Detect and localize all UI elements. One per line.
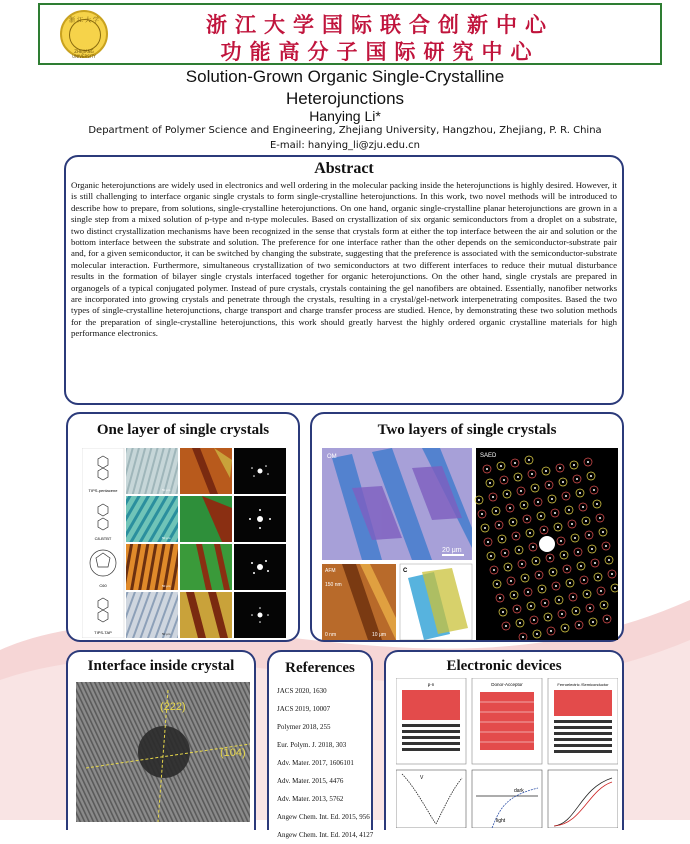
diffraction-dot — [487, 541, 489, 543]
diffraction-dot — [605, 545, 607, 547]
diffraction-dot — [517, 476, 519, 478]
diffraction-dot — [588, 534, 590, 536]
reference-item: Adv. Mater. 2013, 5762 — [277, 795, 344, 803]
hrtem-image — [76, 682, 250, 822]
diffraction-dot — [589, 607, 591, 609]
poster-title-line-2: Heterojunctions — [285, 89, 405, 108]
diffraction-dot — [540, 515, 542, 517]
two-layers-box — [310, 412, 624, 642]
poster-title-line-1: Solution-Grown Organic Single-Crystalline — [185, 67, 505, 86]
graph-light-label: light — [496, 818, 506, 824]
crystal-figure-grid — [82, 448, 286, 638]
diffraction-dot — [535, 560, 537, 562]
diffraction-dot — [586, 593, 588, 595]
diffraction-dot — [597, 576, 599, 578]
diffraction-dot — [614, 587, 616, 589]
reference-item: JACS 2019, 10007 — [277, 705, 331, 713]
diffraction-dot — [544, 602, 546, 604]
one-layer-box — [66, 412, 300, 642]
diffraction-dot — [582, 506, 584, 508]
graph-dark-label: dark — [514, 788, 524, 794]
diffraction-dot — [478, 499, 480, 501]
reference-item: Eur. Polym. J. 2018, 303 — [277, 741, 347, 749]
diffraction-dot — [579, 492, 581, 494]
diffraction-dot — [545, 470, 547, 472]
bilayer-figure — [322, 448, 618, 640]
diffraction-dot — [533, 619, 535, 621]
molecule-label: TIPS-pentacene — [88, 488, 118, 493]
diffraction-dot — [583, 579, 585, 581]
diffraction-dot — [530, 605, 532, 607]
diffraction-dot — [558, 599, 560, 601]
header-title-cn-2: 功能高分子国际研究中心 — [220, 39, 540, 64]
diffraction-dot — [522, 636, 524, 638]
diffraction-dot — [571, 523, 573, 525]
device-title: Donor-Acceptor — [491, 682, 523, 687]
diffraction-dot — [512, 521, 514, 523]
plane-label: (104) — [220, 747, 246, 759]
diffraction-dot — [596, 503, 598, 505]
scale-label: 50 μm — [162, 488, 171, 492]
diffraction-dot — [550, 630, 552, 632]
diffraction-dot — [534, 487, 536, 489]
om-label: OM — [327, 454, 337, 460]
diffraction-dot — [580, 565, 582, 567]
diffraction-dot — [489, 482, 491, 484]
diffraction-dot — [543, 529, 545, 531]
diffraction-dot — [526, 518, 528, 520]
diffraction-dot — [496, 583, 498, 585]
diffraction-dot — [551, 498, 553, 500]
diffraction-dot — [501, 538, 503, 540]
molecule-label: C60 — [99, 583, 107, 588]
scale-label: 50 μm — [162, 632, 171, 636]
diffraction-dot — [510, 580, 512, 582]
one-layer-heading: One layer of single crystals — [96, 422, 270, 438]
afm-label: AFM — [325, 568, 336, 574]
reference-item: JACS 2020, 1630 — [277, 687, 327, 695]
diffraction-dot — [520, 490, 522, 492]
diffraction-dot — [575, 610, 577, 612]
om-scale: 20 μm — [442, 547, 462, 554]
diffraction-dot — [574, 537, 576, 539]
diffraction-dot — [523, 504, 525, 506]
diffraction-dot — [564, 627, 566, 629]
diffraction-dot — [492, 496, 494, 498]
diffraction-dot — [592, 621, 594, 623]
header-title-cn-1: 浙江大学国际联合创新中心 — [206, 12, 554, 37]
diffraction-dot — [591, 548, 593, 550]
diffraction-dot — [486, 468, 488, 470]
university-logo: 浙 江 大 学 ZHEJIANG UNIVERSITY — [60, 10, 108, 58]
diffraction-dot — [548, 484, 550, 486]
afm-bottom-label: 0 nm — [325, 632, 337, 638]
diffraction-dot — [568, 509, 570, 511]
diffraction-dot — [559, 467, 561, 469]
diffraction-dot — [499, 597, 501, 599]
diffraction-dot — [563, 554, 565, 556]
diffraction-dot — [515, 535, 517, 537]
two-layers-heading: Two layers of single crystals — [377, 422, 557, 438]
diffraction-dot — [516, 608, 518, 610]
diffraction-dot — [576, 478, 578, 480]
device-title: Ferroelectric /Semiconductor — [557, 682, 609, 687]
diffraction-dot — [502, 611, 504, 613]
diffraction-dot — [498, 524, 500, 526]
diffraction-dot — [602, 531, 604, 533]
diffraction-dot — [509, 507, 511, 509]
references-heading: References — [285, 660, 355, 676]
affiliation: Department of Polymer Science and Engineering, Zhejiang University, Hangzhou, Zhejiang, P. R. China — [88, 125, 602, 136]
diffraction-dot — [562, 481, 564, 483]
diffraction-dot — [600, 590, 602, 592]
interface-heading: Interface inside crystal — [87, 658, 235, 674]
devices-box — [384, 650, 624, 830]
diffraction-dot — [554, 512, 556, 514]
diffraction-dot — [547, 616, 549, 618]
reference-item: Angew Chem. Int. Ed. 2015, 956 — [277, 813, 370, 821]
diffraction-dot — [566, 568, 568, 570]
molecule-label: TIPS-TAP — [94, 630, 112, 635]
diffraction-dot — [557, 526, 559, 528]
device-schematics — [396, 678, 618, 828]
diffraction-dot — [606, 618, 608, 620]
schematic-label: C — [403, 568, 408, 574]
diffraction-dot — [577, 551, 579, 553]
diffraction-dot — [493, 569, 495, 571]
abstract-heading: Abstract — [314, 160, 374, 177]
diffraction-dot — [484, 527, 486, 529]
diffraction-dot — [537, 501, 539, 503]
diffraction-dot — [549, 557, 551, 559]
diffraction-dot — [524, 577, 526, 579]
diffraction-dot — [552, 571, 554, 573]
diffraction-dot — [541, 588, 543, 590]
diffraction-dot — [513, 594, 515, 596]
diffraction-dot — [594, 562, 596, 564]
header-banner — [38, 3, 662, 65]
diffraction-dot — [536, 633, 538, 635]
diffraction-dot — [531, 473, 533, 475]
email: E-mail: hanying_li@zju.edu.cn — [269, 140, 421, 151]
diffraction-dot — [603, 604, 605, 606]
diffraction-dot — [507, 566, 509, 568]
diffraction-dot — [599, 517, 601, 519]
diffraction-dot — [505, 625, 507, 627]
diffraction-dot — [565, 495, 567, 497]
diffraction-dot — [528, 459, 530, 461]
abstract-text: Organic heterojunctions are widely used in electronics and well ordering in the molecular packing inside the heterojunctions is highly desired. However, it is still challenging to interface organic single crystals to form single-crystalline heterojunctions. In this work, two novel methods will be introduced to describe how to prepare, from solutions, single-crystalline heterojunctions. On one hand, organic single-crystalline planar heterojunctions are grown in a single step from a mixed solution of p-type and n-type molecules. Based on crystallization of six organic semiconductors from a droplet on a substrate, two distinct crystallization mechanisms have been recognized in the sense that crystals form at either the top interface between the air and solution or the bottom interface between the substrate and solution. The preference for one interface rather than the other depends on the semiconductor-substrate pair and, for a given semiconductor, it can be switched by changing the substrate, suggesting that the preference is associated with the semiconductor-substrate molecular interaction. Furthermore, simultaneous crystallization of two semiconductors at two different interfaces to reduce their mutual disturbance results in the formation of bilayer single crystals interfaced together for organic heterojunctions. On the other hand, single crystals are prepared in organogels of a typical conjugated polymer. Instead of pure crystals, crystals containing the gel nanofibers are obtained. Essentially, nanofiber networks are incorporated into growing crystals and penetrate through the crystals, resulting in a crystal/gel-network interpenetrating composites. Based the two types of single-crystalline heterojunctions, charge transport and charge transfer process are studied. Hence, by demonstrating these two solution methods for the preparation of single-crystalline heterojunctions, this work should greatly harvest the highly ordered organic crystalline materials for high performance electronics. — [71, 180, 617, 339]
diffraction-dot — [587, 461, 589, 463]
diffraction-dot — [561, 613, 563, 615]
devices-heading: Electronic devices — [446, 658, 562, 674]
diffraction-dot — [572, 596, 574, 598]
diffraction-dot — [500, 465, 502, 467]
diffraction-dot — [481, 513, 483, 515]
abstract-box — [64, 155, 624, 405]
diffraction-dot — [578, 624, 580, 626]
reference-item: Adv. Mater. 2017, 1606101 — [277, 759, 354, 767]
scale-label: 50 μm — [162, 536, 171, 540]
diffraction-dot — [585, 520, 587, 522]
author: Hanying Li* — [309, 108, 381, 124]
diffraction-dot — [573, 464, 575, 466]
diffraction-dot — [538, 574, 540, 576]
diffraction-dot — [560, 540, 562, 542]
diffraction-dot — [527, 591, 529, 593]
diffraction-dot — [506, 493, 508, 495]
saed-label: SAED — [480, 453, 497, 459]
diffraction-dot — [519, 622, 521, 624]
plane-label: (222) — [160, 701, 186, 713]
diffraction-dot — [514, 462, 516, 464]
scale-label: 50 μm — [162, 584, 171, 588]
logo-emblem — [69, 19, 101, 51]
reference-item: Polymer 2018, 255 — [277, 723, 331, 731]
afm-top-label: 150 nm — [325, 582, 342, 588]
molecule-label: C8-BTBT — [94, 536, 112, 541]
reference-item: Adv. Mater. 2015, 4476 — [277, 777, 344, 785]
diffraction-dot — [593, 489, 595, 491]
diffraction-dot — [611, 573, 613, 575]
reference-item: Angew Chem. Int. Ed. 2014, 4127 — [277, 831, 374, 839]
diffraction-dot — [503, 479, 505, 481]
diffraction-dot — [608, 559, 610, 561]
diffraction-dot — [569, 582, 571, 584]
diffraction-dot — [521, 563, 523, 565]
device-title: p-n — [427, 682, 435, 687]
diffraction-dot — [504, 552, 506, 554]
diffraction-dot — [555, 585, 557, 587]
diffraction-dot — [529, 532, 531, 534]
diffraction-dot — [518, 549, 520, 551]
diffraction-dot — [590, 475, 592, 477]
references-box — [267, 650, 374, 839]
diffraction-dot — [532, 546, 534, 548]
graph-label: V — [420, 775, 424, 781]
afm-scale: 10 μm — [372, 632, 386, 638]
interface-box — [66, 650, 256, 830]
diffraction-dot — [495, 510, 497, 512]
diffraction-dot — [490, 555, 492, 557]
